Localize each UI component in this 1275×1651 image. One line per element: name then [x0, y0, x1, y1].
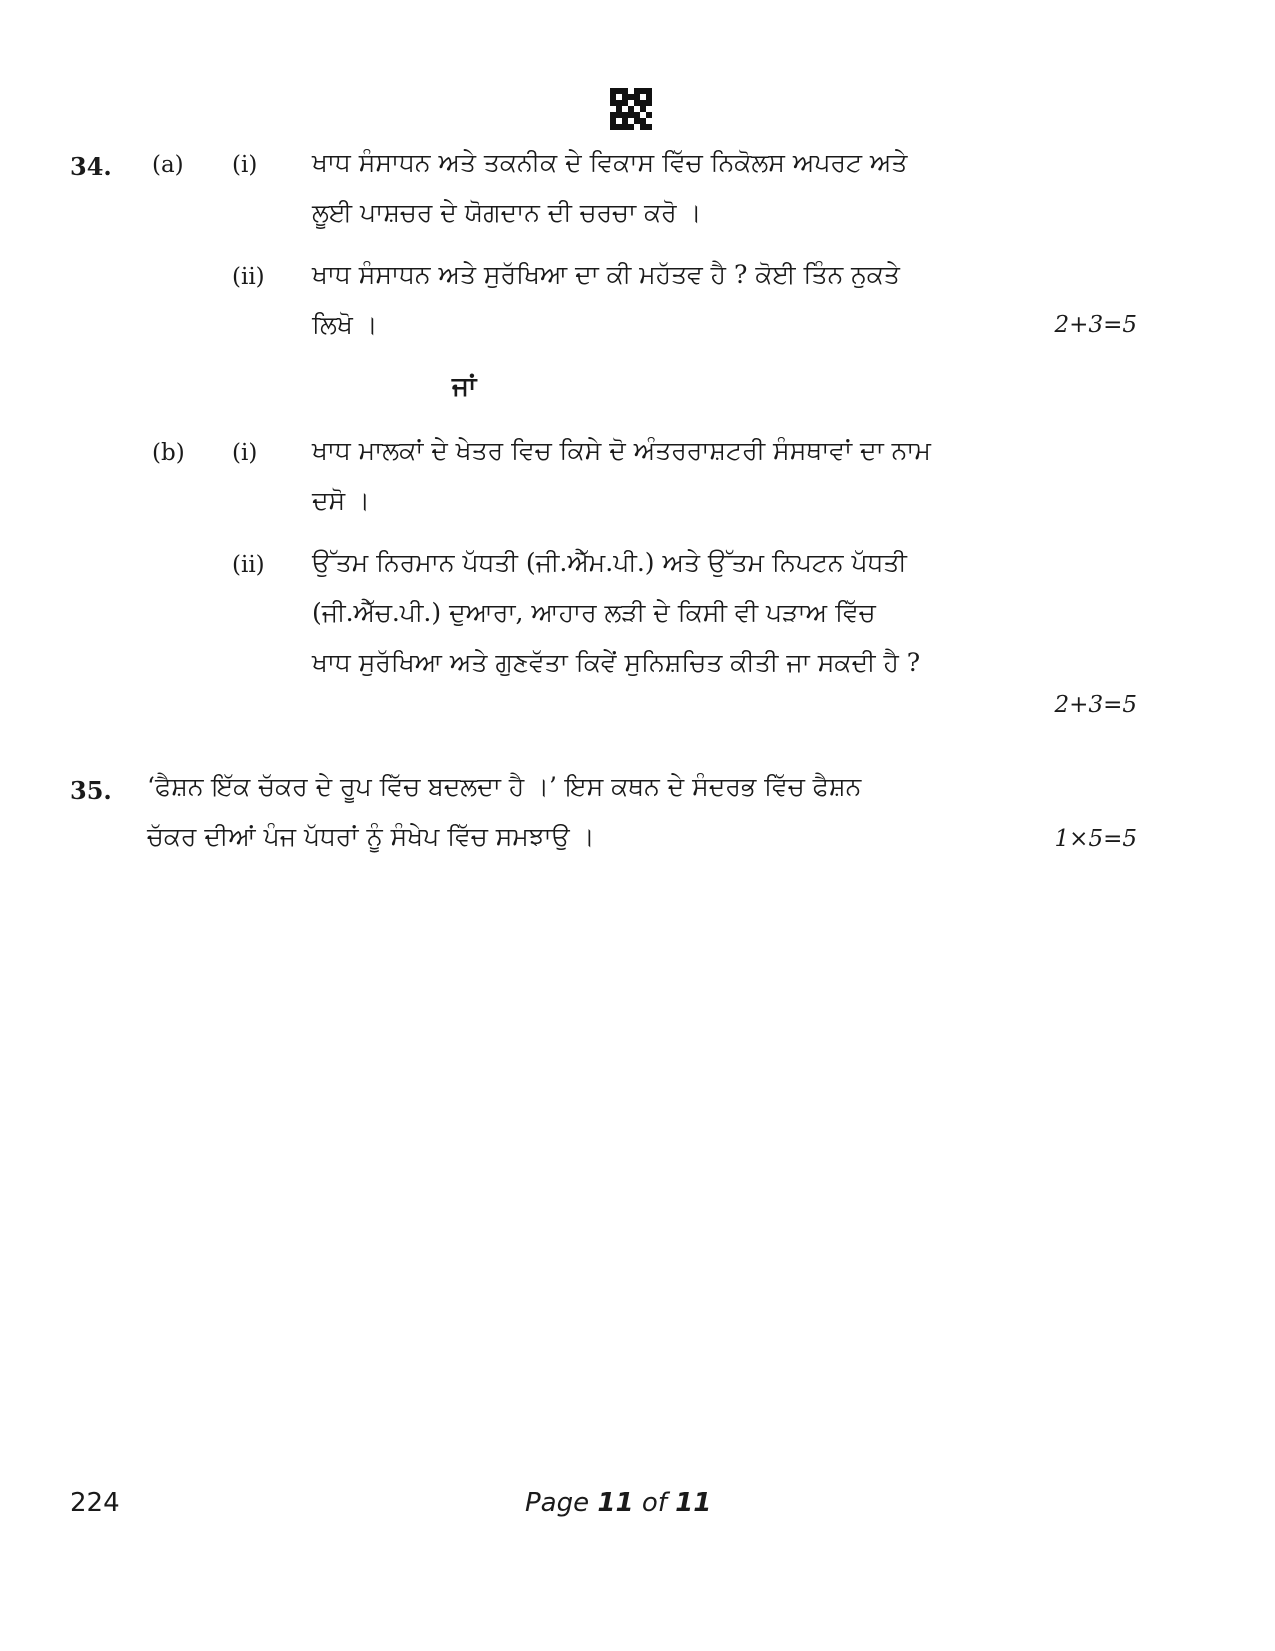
question-35-number: 35. [70, 776, 112, 805]
q35-marks: 1×5=5 [1054, 826, 1137, 852]
q34-a-marks: 2+3=5 [1054, 312, 1137, 338]
text-line: ਖਾਧ ਸੰਸਾਧਨ ਅਤੇ ਤਕਨੀਕ ਦੇ ਵਿਕਾਸ ਵਿੱਚ ਨਿਕੋਲਸ ਅਪਰਟ ਅਤੇ [312, 148, 908, 177]
q34-b-i-text [312, 426, 1080, 526]
or-divider: ਜਾਂ [452, 372, 477, 402]
question-34-number: 34. [70, 152, 112, 181]
paper-code: 224 [70, 1488, 120, 1518]
text-line: ‘ਫੈਸ਼ਨ ਇੱਕ ਚੱਕਰ ਦੇ ਰੂਪ ਵਿੱਚ ਬਦਲਦਾ ਹੈ ।’ ਇਸ ਕਥਨ ਦੇ ਸੰਦਰਭ ਵਿੱਚ ਫੈਸ਼ਨ [147, 772, 862, 801]
q34-b-ii-label: (ii) [232, 552, 265, 578]
page-current: 11 [597, 1488, 634, 1518]
text-line: ਉੱਤਮ ਨਿਰਮਾਨ ਪੱਧਤੀ (ਜੀ.ਐੱਮ.ਪੀ.) ਅਤੇ ਉੱਤਮ ਨਿਪਟਨ ਪੱਧਤੀ [312, 548, 907, 577]
page-number [525, 1488, 711, 1518]
q34-a-ii-label: (ii) [232, 264, 265, 290]
text-line: ਲਿਖੋ । [312, 310, 378, 339]
text-line: ਦਸੋ । [312, 486, 370, 515]
q34-b-i-label: (i) [232, 440, 258, 466]
q34-a-i-text [312, 138, 1080, 238]
text-line: ਚੱਕਰ ਦੀਆਂ ਪੰਜ ਪੱਧਰਾਂ ਨੂੰ ਸੰਖੇਪ ਵਿੱਚ ਸਮਝਾਉ । [147, 822, 595, 851]
text-line: ਖਾਧ ਮਾਲਕਾਂ ਦੇ ਖੇਤਰ ਵਿਚ ਕਿਸੇ ਦੋ ਅੰਤਰਰਾਸ਼ਟਰੀ ਸੰਸਥਾਵਾਂ ਦਾ ਨਾਮ [312, 436, 931, 465]
page-total: 11 [675, 1488, 712, 1518]
page-of: of [641, 1488, 667, 1518]
text-line: ਖਾਧ ਸੰਸਾਧਨ ਅਤੇ ਸੁਰੱਖਿਆ ਦਾ ਕੀ ਮਹੱਤਵ ਹੈ ? ਕੋਈ ਤਿੰਨ ਨੁਕਤੇ [312, 260, 900, 289]
q34-part-b-label: (b) [152, 440, 185, 466]
text-line: ਖਾਧ ਸੁਰੱਖਿਆ ਅਤੇ ਗੁਣਵੱਤਾ ਕਿਵੇਂ ਸੁਨਿਸ਼ਚਿਤ ਕੀਤੀ ਜਾ ਸਕਦੀ ਹੈ ? [312, 648, 921, 677]
q34-b-marks: 2+3=5 [1054, 692, 1137, 718]
text-line: (ਜੀ.ਐੱਚ.ਪੀ.) ਦੁਆਰਾ, ਆਹਾਰ ਲੜੀ ਦੇ ਕਿਸੀ ਵੀ ਪੜਾਅ ਵਿੱਚ [312, 598, 876, 627]
text-line: ਲੂਈ ਪਾਸ਼ਚਰ ਦੇ ਯੋਗਦਾਨ ਦੀ ਚਰਚਾ ਕਰੋ । [312, 198, 702, 227]
qr-code [610, 88, 652, 130]
q34-a-i-label: (i) [232, 152, 258, 178]
q34-part-a-label: (a) [152, 152, 184, 178]
q34-b-ii-text [312, 538, 1080, 688]
page-prefix: Page [525, 1488, 590, 1518]
